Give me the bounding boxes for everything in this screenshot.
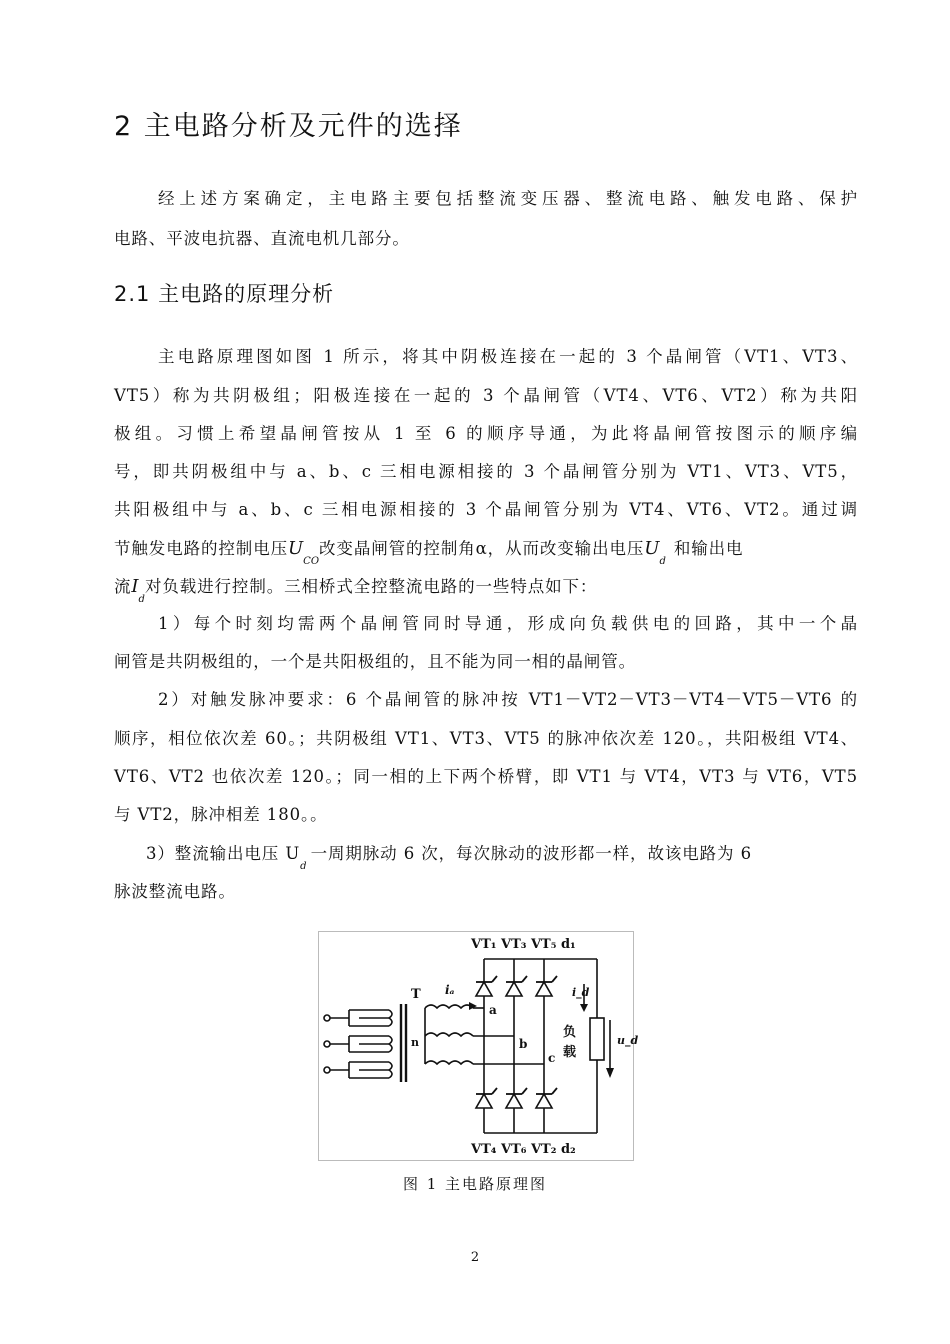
circuit-diagram: [319, 932, 639, 1160]
fig-label-ud: u_d: [617, 1034, 639, 1047]
figure-caption: 图 1 主电路原理图: [402, 1175, 548, 1193]
para1-line-5: 共阳极组中与 a、b、c 三相电源相接的 3 个晶闸管分别为 VT4、VT6、VT2。通过调: [114, 500, 858, 519]
page-number: 2: [470, 1250, 480, 1265]
fig-label-c: c: [548, 1051, 556, 1065]
item3-line-1-text-a: 3）整流输出电压 U: [146, 844, 301, 863]
fig-label-n: n: [411, 1036, 419, 1049]
subscript-d-current: d: [138, 594, 145, 605]
chapter-heading: 2 主电路分析及元件的选择: [114, 111, 463, 142]
intro-line-1: 经上述方案确定，主电路主要包括整流变压器、整流电路、触发电路、保护: [158, 189, 858, 208]
para1-line-7: [114, 576, 858, 605]
item2-line-1: 2）对触发脉冲要求：6 个晶闸管的脉冲按 VT1－VT2－VT3－VT4－VT5－VT6 的: [158, 690, 858, 709]
para1-line-1: 主电路原理图如图 1 所示，将其中阴极连接在一起的 3 个晶闸管（VT1、VT3、: [158, 347, 858, 366]
intro-line-2: 电路、平波电抗器、直流电机几部分。: [114, 229, 410, 248]
item2-line-4: 与 VT2，脉冲相差 180。。: [114, 805, 328, 824]
para1-line-4: 号，即共阴极组中与 a、b、c 三相电源相接的 3 个晶闸管分别为 VT1、VT3、VT5，: [114, 462, 858, 481]
para1-line-7-text-b: 对负载进行控制。三相桥式全控整流电路的一些特点如下：: [144, 577, 598, 596]
subscript-d: d: [659, 556, 666, 567]
para1-line-2: VT5）称为共阴极组；阳极连接在一起的 3 个晶闸管（VT4、VT6、VT2）称为共阳: [114, 386, 858, 405]
item2-line-3: VT6、VT2 也依次差 120。；同一相的上下两个桥臂，即 VT1 与 VT4，VT3 与 VT6，VT5: [114, 767, 858, 786]
fig-bottom-labels: VT₄ VT₆ VT₂ d₂: [471, 1142, 576, 1157]
item3-line-2: 脉波整流电路。: [114, 882, 236, 901]
fig-label-b: b: [519, 1037, 528, 1051]
subscript-d-item3: d: [300, 861, 307, 872]
section-heading: 2.1 主电路的原理分析: [114, 282, 335, 306]
fig-label-t: T: [411, 987, 421, 1002]
para1-line-6-text-c: 和输出电: [673, 539, 744, 558]
subscript-co: CO: [303, 556, 320, 567]
item3-line-1: [146, 844, 858, 872]
item2-line-2: 顺序，相位依次差 60。；共阴极组 VT1、VT3、VT5 的脉冲依次差 120。，共阳极组 VT4、: [114, 729, 858, 748]
fig-label-a: a: [489, 1003, 497, 1017]
current-symbol-id: I: [131, 576, 139, 597]
fig-label-load-2: 载: [563, 1045, 577, 1060]
fig-label-ia: iₐ: [445, 983, 455, 997]
para1-line-3: 极组。习惯上希望晶闸管按从 1 至 6 的顺序导通，为此将晶闸管按图示的顺序编: [114, 424, 858, 443]
para1-line-6-text-a: 节触发电路的控制电压: [114, 539, 288, 558]
voltage-symbol-ud: U: [644, 538, 660, 559]
fig-label-load-1: 负: [563, 1025, 577, 1040]
para1-line-7-text-a: 流: [114, 577, 132, 596]
item1-line-1: 1）每个时刻均需两个晶闸管同时导通，形成向负载供电的回路，其中一个晶: [158, 614, 858, 633]
voltage-symbol-uco: U: [288, 538, 304, 559]
item1-line-2: 闸管是共阴极组的，一个是共阳极组的，且不能为同一相的晶闸管。: [114, 652, 636, 671]
circuit-figure: [318, 931, 639, 1161]
fig-top-labels: VT₁ VT₃ VT₅ d₁: [471, 937, 576, 952]
para1-line-6-text-b: 改变晶闸管的控制角α，从而改变输出电压: [319, 539, 645, 558]
fig-label-id: i_d: [572, 986, 590, 999]
para1-line-6: [114, 538, 858, 567]
item3-line-1-text-b: 一周期脉动 6 次，每次脉动的波形都一样，故该电路为 6: [310, 844, 752, 863]
